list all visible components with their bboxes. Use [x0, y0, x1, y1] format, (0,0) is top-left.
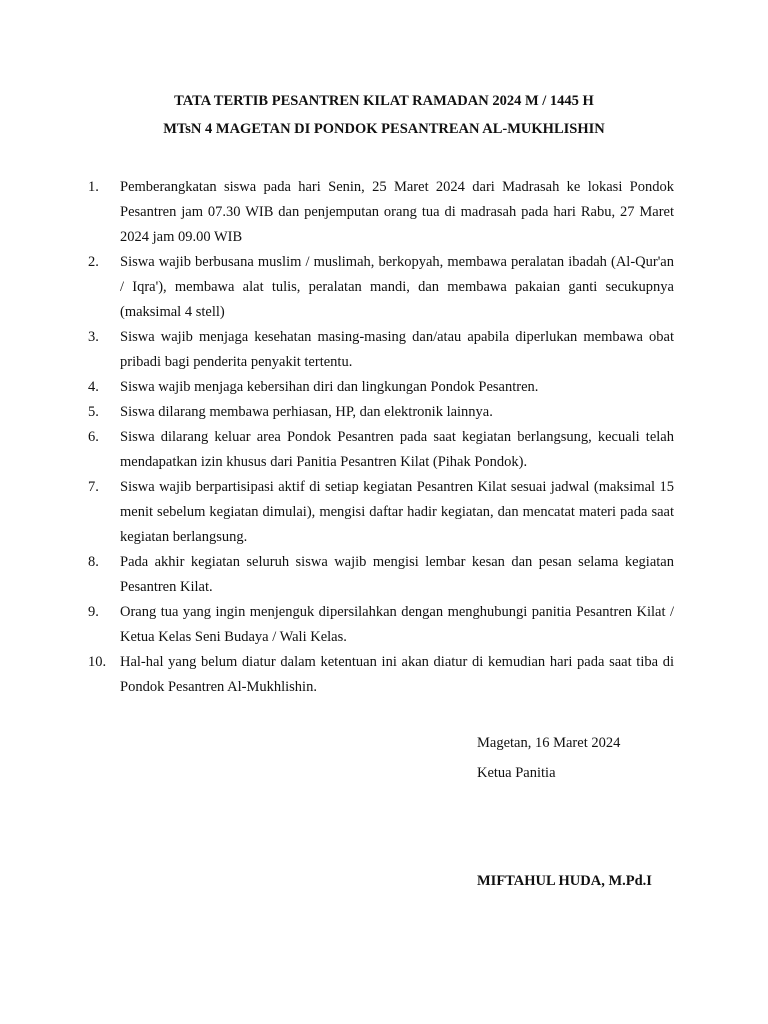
rule-number: 8. [88, 554, 99, 570]
rule-number: 1. [88, 179, 99, 195]
rule-text: Orang tua yang ingin menjenguk dipersilahkan dengan menghubungi panitia Pesantren Kilat / Ketua Kelas Seni Budaya / Wali Kelas. [120, 604, 674, 645]
rule-number: 2. [88, 254, 99, 270]
document-subtitle: MTsN 4 MAGETAN DI PONDOK PESANTREAN AL-MUKHLISHIN [163, 121, 605, 137]
signature-block [477, 734, 620, 782]
rule-number: 6. [88, 429, 99, 445]
rule-text: Pemberangkatan siswa pada hari Senin, 25 Maret 2024 dari Madrasah ke lokasi Pondok Pesantren jam 07.30 WIB dan penjemputan orang tua di madrasah pada hari Rabu, 27 Maret 2024 jam 09.00 WIB [120, 179, 674, 245]
document-title: TATA TERTIB PESANTREN KILAT RAMADAN 2024 M / 1445 H [174, 93, 594, 109]
rule-item [88, 375, 674, 400]
rule-item [88, 325, 674, 375]
rule-item [88, 425, 674, 475]
rule-text: Siswa dilarang keluar area Pondok Pesantren pada saat kegiatan berlangsung, kecuali telah mendapatkan izin khusus dari Panitia Pesantren Kilat (Pihak Pondok). [120, 429, 674, 470]
rule-text: Pada akhir kegiatan seluruh siswa wajib mengisi lembar kesan dan pesan selama kegiatan Pesantren Kilat. [120, 554, 674, 595]
signature-role: Ketua Panitia [477, 765, 556, 781]
rule-text: Siswa wajib menjaga kesehatan masing-masing dan/atau apabila diperlukan membawa obat pribadi bagi penderita penyakit tertentu. [120, 329, 674, 370]
signature-place-date: Magetan, 16 Maret 2024 [477, 735, 621, 751]
rule-text: Siswa wajib menjaga kebersihan diri dan lingkungan Pondok Pesantren. [120, 379, 539, 395]
rule-item [88, 175, 674, 250]
rules-list [88, 175, 674, 700]
rule-item [88, 650, 674, 700]
rule-number: 3. [88, 329, 99, 345]
rule-number: 10. [88, 654, 107, 670]
rule-text: Hal-hal yang belum diatur dalam ketentuan ini akan diatur di kemudian hari pada saat tiba di Pondok Pesantren Al-Mukhlishin. [120, 654, 674, 695]
rule-text: Siswa wajib berbusana muslim / muslimah, berkopyah, membawa peralatan ibadah (Al-Qur'an / Iqra'), membawa alat tulis, peralatan mandi, dan membawa pakaian ganti secukupnya (maksimal 4 stell) [120, 254, 674, 320]
rule-text: Siswa dilarang membawa perhiasan, HP, dan elektronik lainnya. [120, 404, 493, 420]
rule-item [88, 600, 674, 650]
rule-item [88, 400, 674, 425]
rule-item [88, 475, 674, 550]
rule-item [88, 550, 674, 600]
rule-item [88, 250, 674, 325]
rule-number: 5. [88, 404, 99, 420]
rule-number: 4. [88, 379, 99, 395]
signatory-name: MIFTAHUL HUDA, M.Pd.I [477, 873, 652, 889]
rule-text: Siswa wajib berpartisipasi aktif di setiap kegiatan Pesantren Kilat sesuai jadwal (maksimal 15 menit sebelum kegiatan dimulai), mengisi daftar hadir kegiatan, dan mencatat materi pada saat kegiatan berlangsung. [120, 479, 674, 545]
rule-number: 7. [88, 479, 99, 495]
rule-number: 9. [88, 604, 99, 620]
